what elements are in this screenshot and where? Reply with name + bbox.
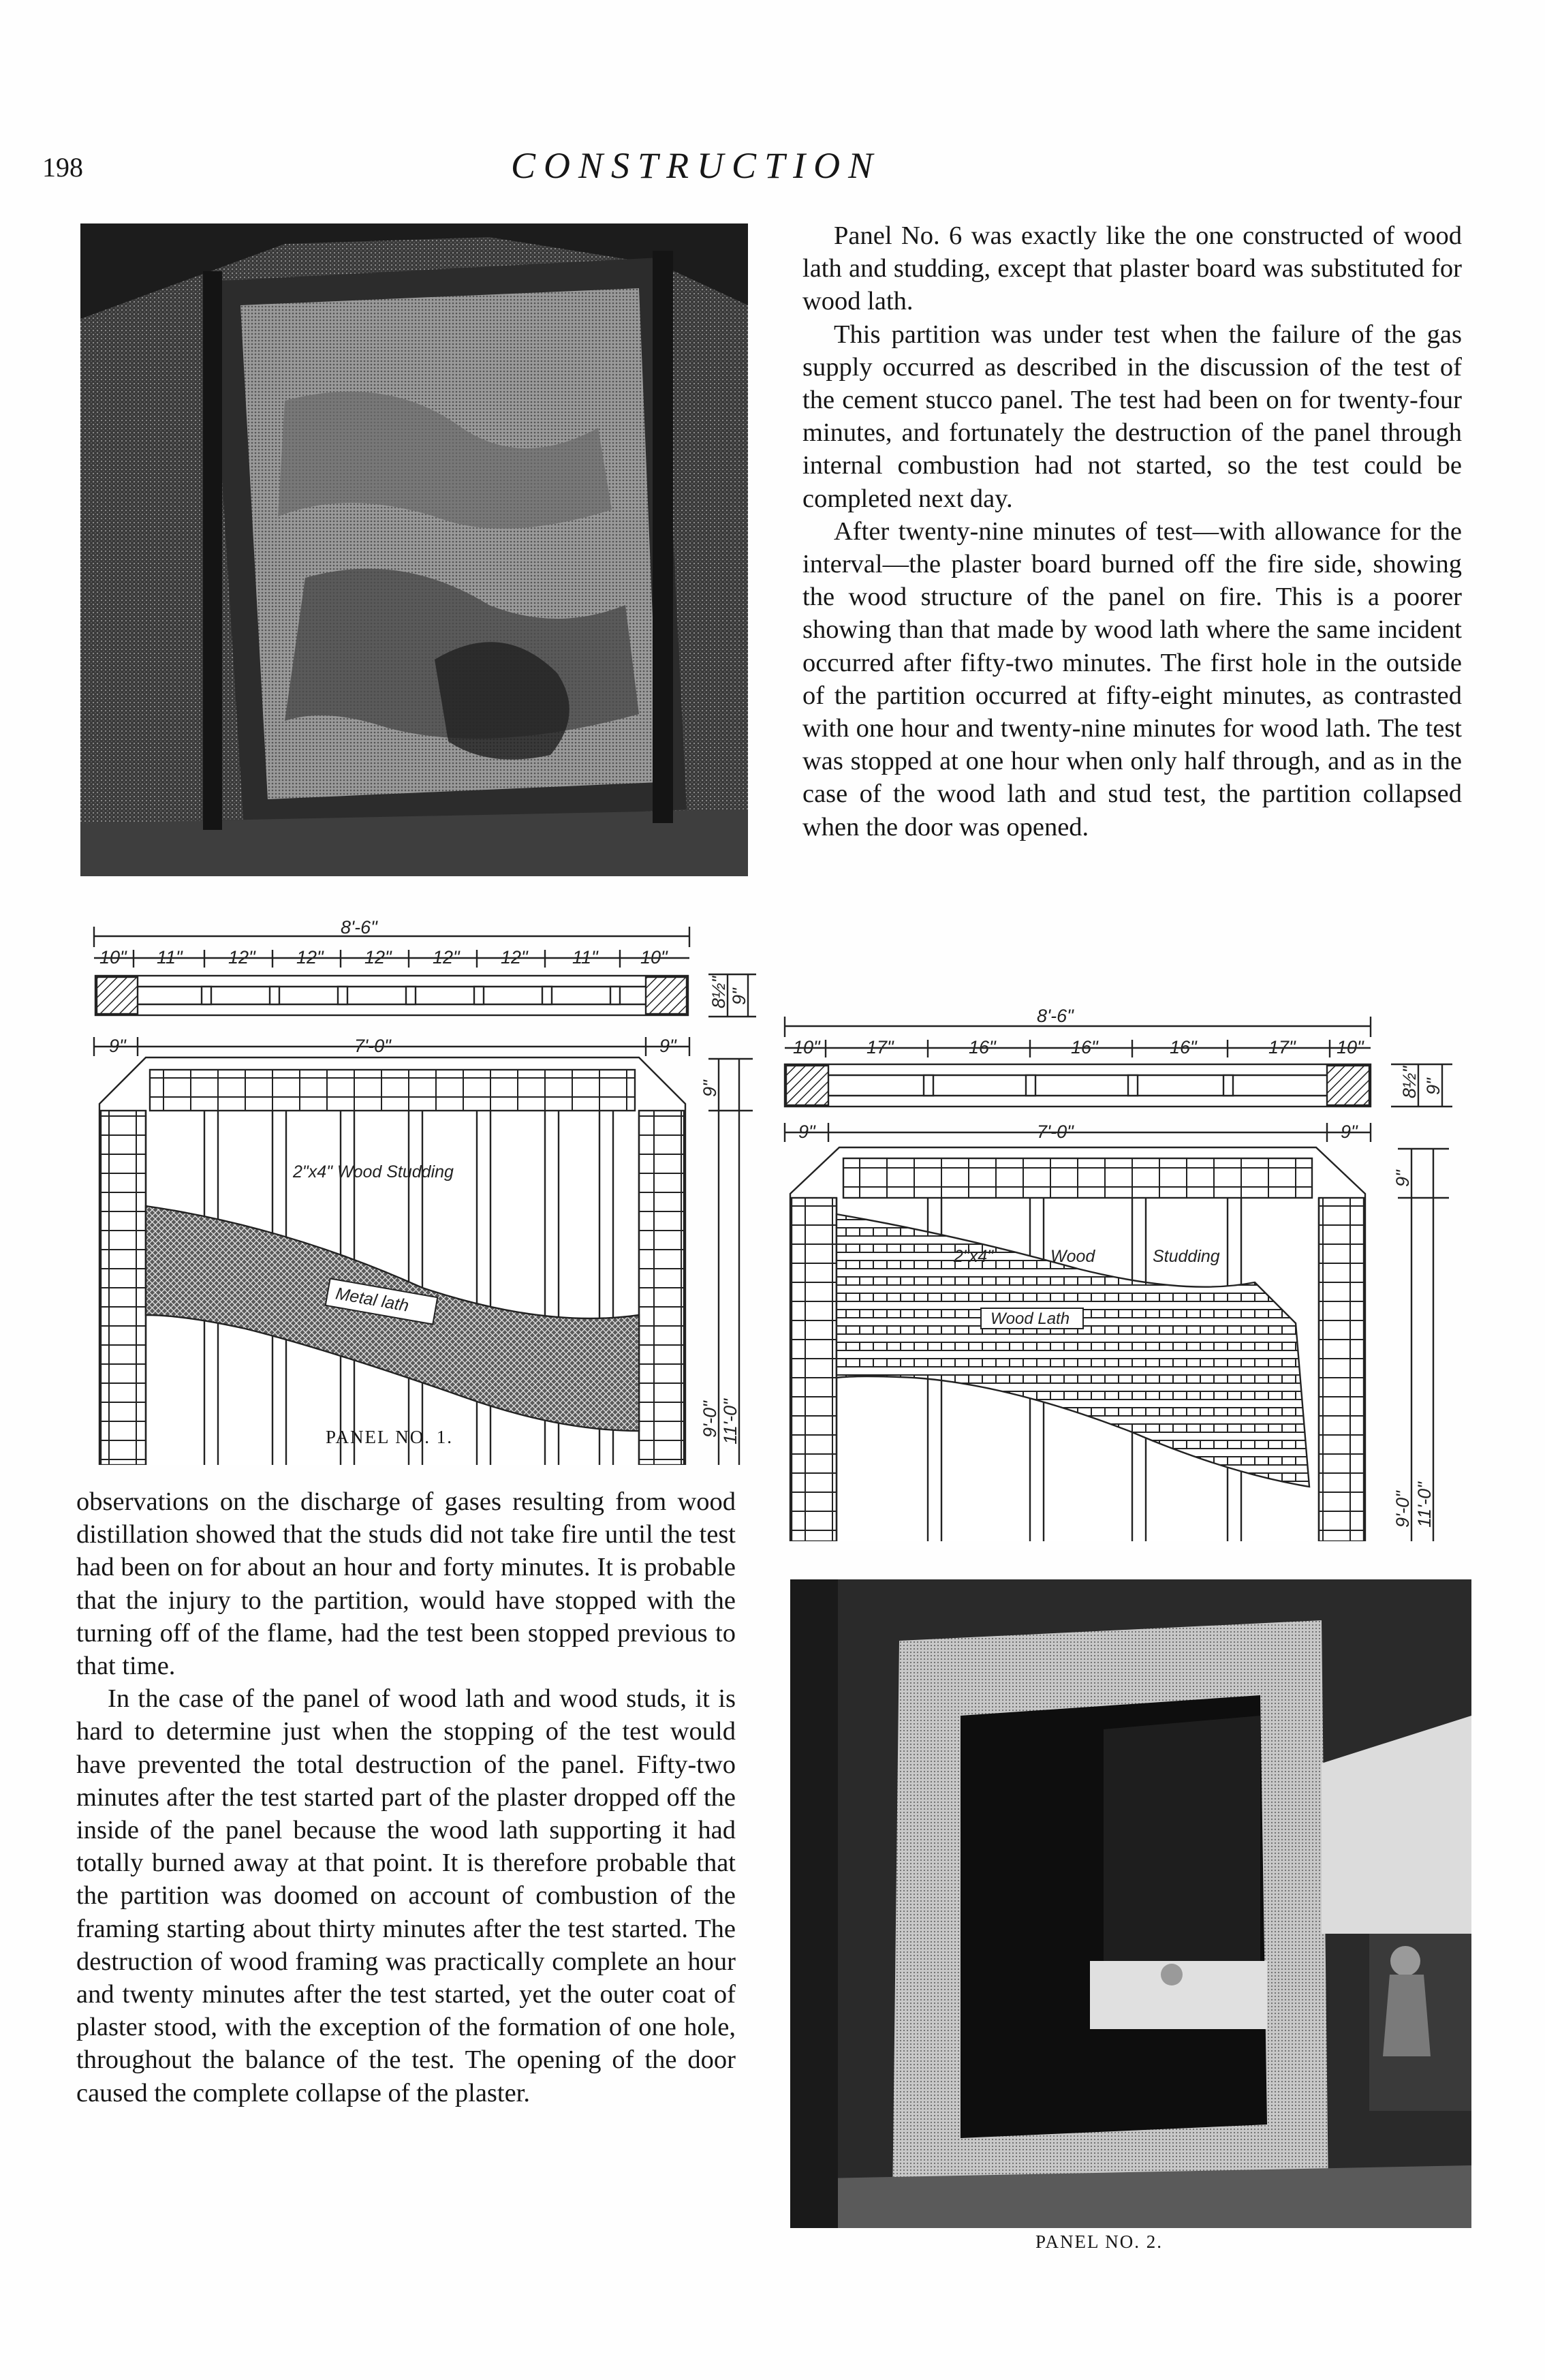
fig2-dim-height: 9'-0" bbox=[1392, 1491, 1413, 1528]
fig2-dim-side: 9" bbox=[1341, 1122, 1358, 1142]
fig2-label-studs: 2"x4" bbox=[954, 1247, 994, 1266]
fig2-dim-side: 9" bbox=[798, 1122, 815, 1142]
paragraph: In the case of the panel of wood lath and wood studs, it is hard to determine just when the stopping of the test would have prevented the total destruction of the panel. Fifty-two minutes after the test started part of the plaster dropped off the inside of the panel because the wood lath supporting it had totally burned away at that point. It is therefore probable that the partition was doomed on account of combustion of the framing starting about thirty minutes after the test started. The destruction of wood framing was practically complete an hour and twenty minutes after the test started, yet the outer coat of plaster stood, with the exception of the formation of one hole, throughout the balance of the test. The opening of the door caused the complete collapse of the plaster. bbox=[76, 1684, 736, 2107]
fig2-label-studs: Studding bbox=[1153, 1247, 1220, 1266]
fig1-dim-top: 12" bbox=[501, 947, 528, 968]
panel-1-photograph bbox=[80, 223, 748, 876]
panel-1-caption: PANEL NO. 1. bbox=[326, 1427, 454, 1447]
fig2-dim-top: 10" bbox=[793, 1037, 820, 1057]
fig1-dim-top: 12" bbox=[228, 947, 255, 968]
paragraph: This partition was under test when the failure of the gas supply occurred as described in the discussion of the test of the cement stucco panel. The test had been on for twenty-four minutes, and fortunately the destruction of the panel through internal combustion had not started, so the test could be completed next day. bbox=[802, 320, 1462, 513]
fig1-dim-top: 11" bbox=[572, 947, 598, 968]
right-column-text bbox=[802, 219, 1462, 844]
fig2-label-lath: Wood Lath bbox=[990, 1310, 1070, 1328]
fig1-dim-top: 11" bbox=[157, 947, 183, 968]
fig1-dim-depth: 9" bbox=[729, 988, 749, 1005]
fig1-label-studs: 2"x4" Wood Studding bbox=[293, 1162, 454, 1181]
fig1-dim-height: 11'-0" bbox=[720, 1399, 740, 1444]
fig1-dim-top: 12" bbox=[433, 947, 460, 968]
fig1-dim-overall: 8'-6" bbox=[341, 917, 377, 938]
fig2-dim-top: 17" bbox=[867, 1037, 894, 1057]
panel-1-drawing bbox=[82, 906, 763, 1465]
fig2-dim-inner: 7'-0" bbox=[1037, 1122, 1074, 1142]
fig1-dim-top: 10" bbox=[99, 947, 127, 968]
fig1-dim-height: 9'-0" bbox=[700, 1401, 720, 1438]
fig2-dim-depth: 8½" bbox=[1399, 1066, 1420, 1098]
fig1-dim-side: 9" bbox=[659, 1036, 676, 1056]
left-column-text bbox=[76, 1485, 736, 2109]
fig2-dim-top: 16" bbox=[1170, 1037, 1197, 1057]
fig2-dim-top: 16" bbox=[1071, 1037, 1098, 1057]
fig2-dim-depth: 9" bbox=[1423, 1078, 1443, 1095]
fig2-dim-top: 17" bbox=[1268, 1037, 1296, 1057]
fig2-label-studs: Wood bbox=[1050, 1247, 1095, 1266]
fig1-dim-side: 9" bbox=[109, 1036, 126, 1056]
fig2-dim-top: 10" bbox=[1337, 1037, 1364, 1057]
fig1-dim-top: 12" bbox=[364, 947, 392, 968]
fig1-dim-head: 9" bbox=[700, 1080, 720, 1097]
fig2-dim-height: 11'-0" bbox=[1414, 1482, 1435, 1528]
fig2-dim-head: 9" bbox=[1392, 1170, 1413, 1187]
running-title: CONSTRUCTION bbox=[511, 145, 881, 186]
paragraph: Panel No. 6 was exactly like the one constructed of wood lath and studding, except that plaster board was substituted for wood lath. bbox=[802, 221, 1462, 316]
paragraph: After twenty-nine minutes of test—with allowance for the interval—the plaster board burned off the fire side, showing the wood structure of the panel on fire. This is a poorer showing than that made by wood lath where the same incident occurred after fifty-two minutes. The first hole in the outside of the partition occurred at fifty-eight minutes, as contrasted with one hour and twenty-nine minutes for wood lath. The test was stopped at one hour when only half through, and as in the case of the wood lath and stud test, the partition collapsed when the door was opened. bbox=[802, 516, 1462, 841]
paragraph: observations on the discharge of gases resulting from wood distillation showed that the studs did not take fire until the test had been on for about an hour and forty minutes. It is probable that the injury to the partition, would have stopped with the turning off of the flame, had the test been stopped previous to that time. bbox=[76, 1487, 736, 1681]
fig1-label-lath: Metal lath bbox=[334, 1284, 411, 1316]
fig1-dim-top: 10" bbox=[640, 947, 668, 968]
panel-2-drawing bbox=[778, 996, 1459, 1541]
fig2-dim-overall: 8'-6" bbox=[1037, 1006, 1074, 1026]
fig1-dim-top: 12" bbox=[296, 947, 324, 968]
fig1-dim-inner: 7'-0" bbox=[354, 1036, 391, 1056]
fig2-dim-top: 16" bbox=[969, 1037, 996, 1057]
panel-2-photograph bbox=[790, 1579, 1471, 2228]
page-number: 198 bbox=[42, 152, 83, 183]
panel-2-caption: PANEL NO. 2. bbox=[1035, 2231, 1164, 2252]
fig1-dim-depth: 8½" bbox=[708, 976, 729, 1008]
